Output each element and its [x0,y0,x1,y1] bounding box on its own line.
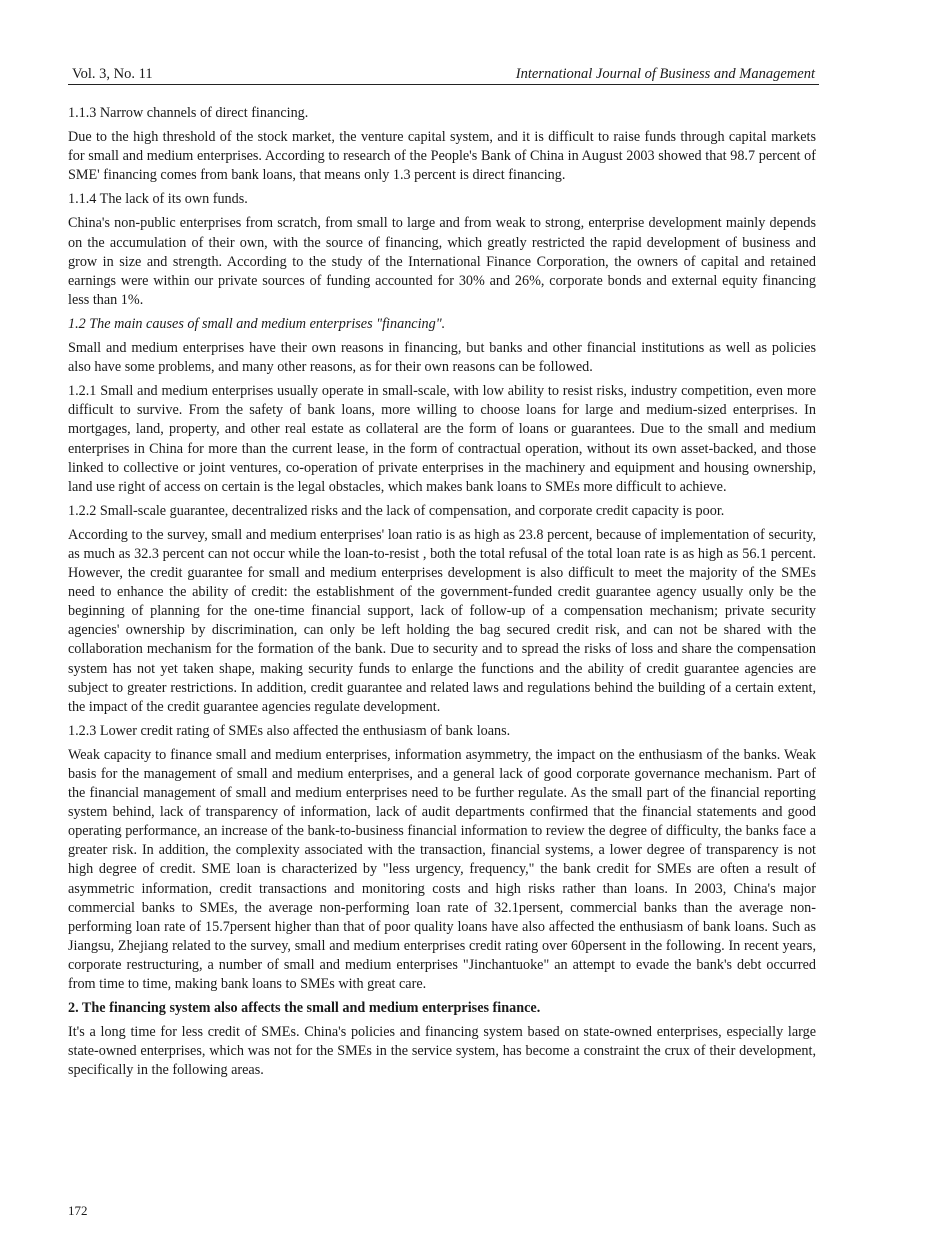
body-paragraph: China's non-public enterprises from scratch, from small to large and from weak to strong, enterprise development mainly depends on the accumulation of their own, with the source of financing, which greatly restricted the rapid development of business and grow in size and strength. According to the study of the International Finance Corporation, the owners of capital and retained earnings were within our private sources of funding accounted for 30% and 26%, corporate bonds and external equity financing less than 1%. [68,215,816,308]
body-paragraph: According to the survey, small and medium enterprises' loan ratio is as high as 23.8 percent, because of implementation of security, as much as 32.3 percent can not occur while the loan-to-resist , both the total refusal of the total loan rate is as high as 56.1 percent. However, the credit guarantee for small and medium enterprises development is also difficult to meet the majority of the SMEs need to enhance the ability of credit: the establishment of the government-funded credit guarantee agency usually only be the beginning of planning for the one-time financial support, lack of follow-up of a compensation mechanism; private security agencies' ownership by discrimination, can only be left holding the bag secured credit risk, and can not be shared with the collaboration mechanism for the formation of the bank. Due to security and to spread the risks of loss and share the compensation system has not yet taken shape, making security funds to enlarge the functions and the ability of credit guarantee agencies are subject to greater restrictions. In addition, credit guarantee and related laws and regulations behind the building of a certain extent, the impact of the credit guarantee agencies regulate development. [68,526,816,715]
body-text [68,104,816,1086]
subsection-heading: 1.2.2 Small-scale guarantee, decentralized risks and the lack of compensation, and corporate credit capacity is poor. [68,502,725,519]
body-paragraph: 1.2.1 Small and medium enterprises usually operate in small-scale, with low ability to resist risks, industry competition, even more difficult to survive. From the safety of bank loans, more willing to choose loans for large and medium-sized enterprises. In mortgages, land, property, and other real estate as collateral are the form of loans or guarantees. Due to the small and medium enterprises in China for more than the current lease, in the form of contractual operation, without its own asset-backed, and those linked to collective or joint ventures, co-operation of private enterprises in the machinery and equipment and housing ownership, land use right of access on certain is the legal obstacles, which makes bank loans to SMEs more difficult to achieve. [68,383,816,495]
section-heading-italic: 1.2 The main causes of small and medium enterprises "financing". [68,315,446,332]
body-paragraph: Small and medium enterprises have their own reasons in financing, but banks and other financial institutions as well as policies also have some problems, and many other reasons, as for their own reasons can be followed. [68,340,816,376]
subsection-heading: 1.1.3 Narrow channels of direct financing. [68,105,309,121]
running-header [68,64,819,85]
body-paragraph: Weak capacity to finance small and medium enterprises, information asymmetry, the impact on the enthusiasm of the banks. Weak basis for the management of small and medium enterprises, and a general lack of good corporate governance mechanism. Part of the financial management of small and medium enterprises need to be further regulate. As the small part of the financial reporting system behind, lack of transparency of information, lack of audit departments confirmed that the financial statements and good operating performance, an increase of the bank-to-business financial information to review the degree of difficulty, the banks face a greater risk. In addition, the complexity associated with the transaction, financial systems, a lower degree of transparency is not high degree of credit. SME loan is characterized by "less urgency, frequency," the bank credit for SMEs are often a result of asymmetric information, credit transactions and monitoring costs and high risks rather than loans. In 2003, China's major commercial banks to SMEs, the average non-performing loan rate of 32.1persent, commercial banks than the average non-performing loan rate of 15.7persent higher than that of poor quality loans have also affected the enthusiasm of bank loans. Such as Jiangsu, Zhejiang related to the survey, small and medium enterprises credit rating over 60persent in the following. In recent years, corporate restructuring, a number of small and medium enterprises "Jinchantuoke" an attempt to evade the bank's debt occurred from time to time, making bank loans to SMEs with great care. [68,746,816,993]
section-heading-bold: 2. The financing system also affects the small and medium enterprises finance. [68,1000,541,1017]
volume-info: Vol. 3, No. 11 [72,66,153,82]
subsection-heading: 1.2.3 Lower credit rating of SMEs also affected the enthusiasm of bank loans. [68,722,511,739]
journal-title: International Journal of Business and Management [515,66,815,82]
page-number: 172 [68,1203,88,1218]
subsection-heading: 1.1.4 The lack of its own funds. [68,191,248,208]
body-paragraph: It's a long time for less credit of SMEs. China's policies and financing system based on state-owned enterprises, especially large state-owned enterprises, which was not for the SMEs in the service system, has become a constraint the crux of their development, specifically in the following areas. [68,1024,816,1079]
body-paragraph: Due to the high threshold of the stock market, the venture capital system, and it is difficult to raise funds through capital markets for small and medium enterprises. According to research of the People's Bank of China in August 2003 showed that 98.7 percent of SME' financing comes from bank loans, that means only 1.3 percent is direct financing. [68,129,816,184]
